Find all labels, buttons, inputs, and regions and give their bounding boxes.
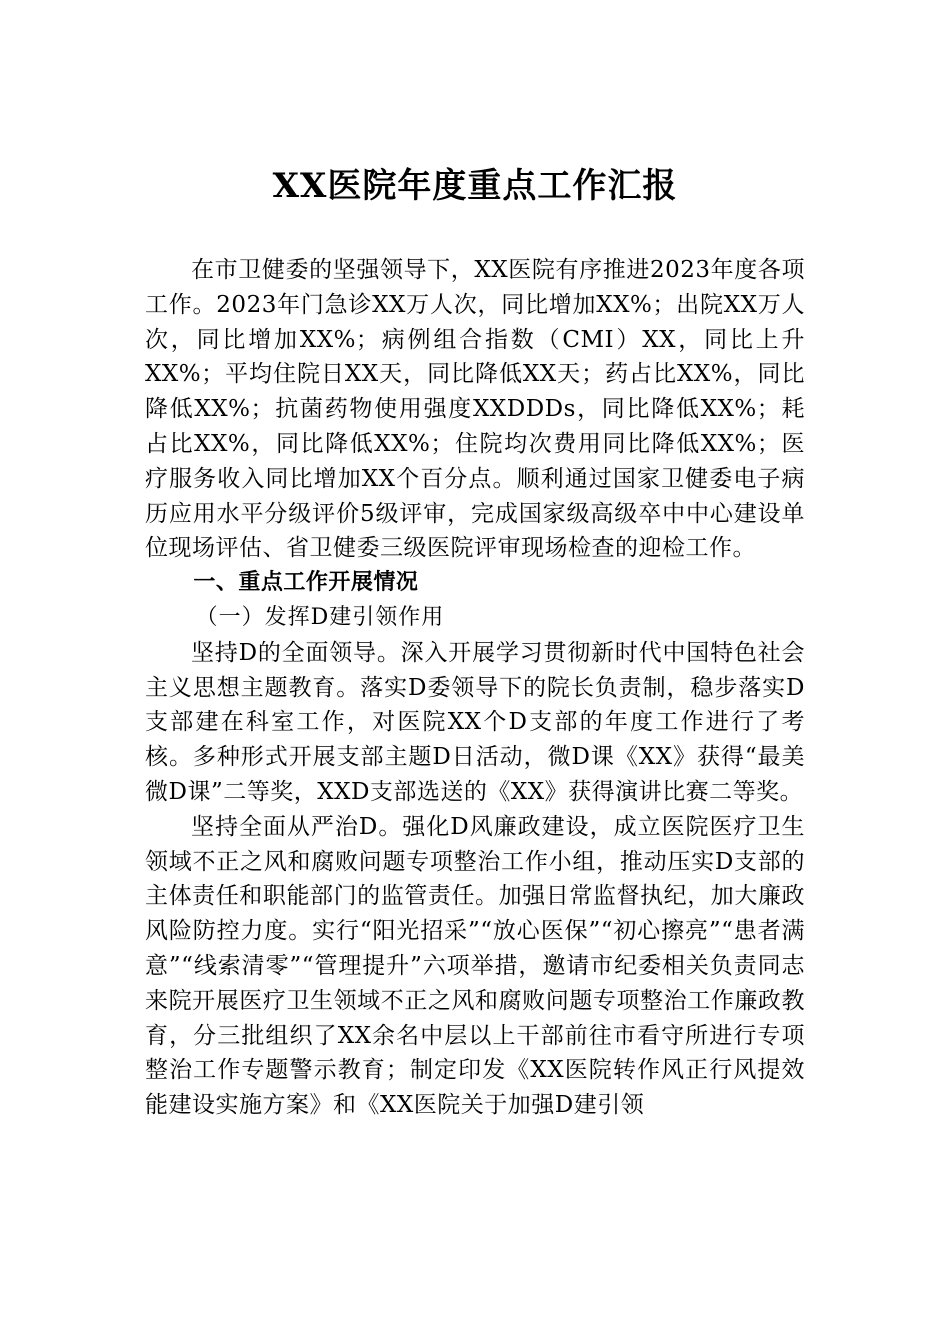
section-heading: 一、重点工作开展情况 <box>193 570 419 596</box>
document-body <box>145 253 805 1123</box>
body-paragraph: 坚持全面从严治D。强化D风廉政建设，成立医院医疗卫生领域不正之风和腐败问题专项整治工作小组，推动压实D支部的主体责任和职能部门的监管责任。加强日常监督执纪，加大廉政风险防控力度。实行“阳光招采”“放心医保”“初心擦亮”“患者满意”“线索清零”“管理提升”六项举措，邀请市纪委相关负责同志来院开展医疗卫生领域不正之风和腐败问题专项整治工作廉政教育，分三批组织了XX余名中层以上干部前往市看守所进行专项整治工作专题警示教育；制定印发《XX医院转作风正行风提效能建设实施方案》和《XX医院关于加强D建引领 <box>145 813 805 1119</box>
subsection-heading: （一）发挥D建引领作用 <box>195 604 445 630</box>
intro-paragraph: 在市卫健委的坚强领导下，XX医院有序推进2023年度各项工作。2023年门急诊XX万人次，同比增加XX%；出院XX万人次，同比增加XX%；病例组合指数（CMI）XX，同比上升XX%；平均住院日XX天，同比降低XX天；药占比XX%，同比降低XX%；抗菌药物使用强度XXDDDs，同比降低XX%；耗占比XX%，同比降低XX%；住院均次费用同比降低XX%；医疗服务收入同比增加XX个百分点。顺利通过国家卫健委电子病历应用水平分级评价5级评审，完成国家级高级卒中中心建设单位现场评估、省卫健委三级医院评审现场检查的迎检工作。 <box>145 257 805 562</box>
document-title: XX医院年度重点工作汇报 <box>272 166 678 206</box>
body-paragraph: 坚持D的全面领导。深入开展学习贯彻新时代中国特色社会主义思想主题教育。落实D委领导下的院长负责制，稳步落实D支部建在科室工作，对医院XX个D支部的年度工作进行了考核。多种形式开展支部主题D日活动，微D课《XX》获得“最美微D课”二等奖，XXD支部选送的《XX》获得演讲比赛二等奖。 <box>145 639 805 805</box>
